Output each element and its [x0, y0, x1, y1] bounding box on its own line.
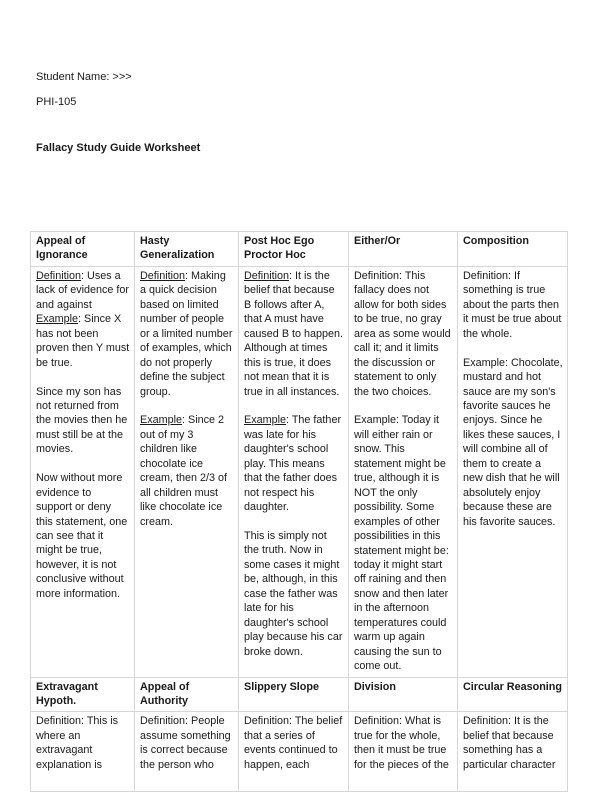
definition-label: Definition: [244, 269, 290, 282]
table-row: [31, 677, 568, 712]
example-text: Example: Today it will either rain or snow. This statement might be true, although it is NOT the only possibility. Some examples of other possibilities in this statement might be: today it might start off raining and then snow and then later in the afternoon temperatures could warm up again causing the sun to come out.: [354, 414, 449, 673]
definition-text: Making a quick decision based on limited number of people or a limited number of examples, which do not properly define the subject group.: [140, 269, 233, 398]
appeal-of-ignorance-cell: Definition: Uses a lack of evidence for and against Example: Since X has not been proven then Y must be true. Since my son has not returned from the movies then he must still be at the movies. Now without more evidence to support or deny this statement, one can see that it might be true, however, it is not conclusive without more information.: [31, 266, 135, 677]
header-cell: Circular Reasoning: [458, 677, 568, 712]
hasty-generalization-cell: Definition: Making a quick decision based on limited number of people or a limited number of examples, which do not properly define the subject group. Example: Since 2 out of my 3 children like chocolate ice cream, then 2/3 of all children must like chocolate ice cream.: [135, 266, 239, 677]
composition-cell: [458, 266, 568, 677]
definition-cell: Definition: This is where an extravagant explanation is: [31, 712, 135, 792]
table-row: [31, 712, 568, 792]
table-row: [31, 232, 568, 267]
definition-text: Definition: This fallacy does not allow for both sides to be true, no gray area as some would call it; and it limits the discussion or statement to only the two choices.: [354, 269, 451, 398]
definition-cell: Definition: People assume something is correct because the person who: [135, 712, 239, 792]
header-cell: Extravagant Hypoth.: [31, 677, 135, 712]
definition-cell: Definition: What is true for the whole, then it must be true for the pieces of the: [349, 712, 458, 792]
fallacy-table: [30, 231, 568, 792]
definition-text: It is the belief that because B follows after A, that A must have caused B to happen. Although at times this is true, it does not mean that it is true in all instances.: [244, 269, 344, 398]
header-cell: Hasty Generalization: [135, 232, 239, 267]
definition-label: Definition: [140, 269, 186, 282]
example-text: Since 2 out of my 3 children like chocolate ice cream, then 2/3 of all children must like chocolate ice cream.: [140, 414, 228, 528]
post-hoc-cell: Definition: It is the belief that because B follows after A, that A must have caused B to happen. Although at times this is true, it does not mean that it is true in all instances. Example: The father was late for his daughter's school play. This means that the father does not respect his daughter. This is simply not the truth. Now in some cases it might be, although, in this case the father was late for his daughter's school play because his car broke down.: [239, 266, 349, 677]
definition-cell: Definition: The belief that a series of events continued to happen, each: [239, 712, 349, 792]
definition-label: Definition: [36, 269, 82, 282]
course-code: PHI-105: [36, 96, 77, 108]
either-or-cell: [349, 266, 458, 677]
student-name: Student Name: >>>: [36, 71, 132, 83]
header-cell: Division: [349, 677, 458, 712]
paragraph: Since my son has not returned from the movies then he must still be at the movies.: [36, 385, 128, 456]
example-text: Since X has not been proven then Y must be true.: [36, 313, 130, 369]
definition-text: Definition: If something is true about the parts then it must be true about the whole.: [463, 269, 562, 340]
example-label: Example: [36, 313, 79, 326]
paragraph: Now without more evidence to support or deny this statement, one can see that it might be true, however, it is not conclusive without more information.: [36, 472, 128, 600]
header-cell: Composition: [458, 232, 568, 267]
header-cell: Appeal of Authority: [135, 677, 239, 712]
example-label: Example: [140, 414, 183, 427]
example-label: Example: [244, 414, 287, 427]
example-text: Example: Chocolate, mustard and hot sauce are my son's favorite sauces he enjoys. Since he likes these sauces, I will combine all of them to create a new dish that he will absolutely enjoy because these are his favorite sauces.: [463, 356, 563, 528]
worksheet-title: Fallacy Study Guide Worksheet: [36, 142, 201, 154]
definition-cell: Definition: It is the belief that because something has a particular character: [458, 712, 568, 792]
definition-text: Uses a lack of evidence for and against: [36, 269, 130, 311]
header-cell: Post Hoc Ego Proctor Hoc: [239, 232, 349, 267]
paragraph: This is simply not the truth. Now in some cases it might be, although, in this case the father was late for his daughter's school play because his car broke down.: [244, 530, 343, 658]
table-row: [31, 266, 568, 677]
example-text: The father was late for his daughter's school play. This means that the father does not respect his daughter.: [244, 414, 342, 514]
header-cell: Either/Or: [349, 232, 458, 267]
header-cell: Appeal of Ignorance: [31, 232, 135, 267]
header-cell: Slippery Slope: [239, 677, 349, 712]
